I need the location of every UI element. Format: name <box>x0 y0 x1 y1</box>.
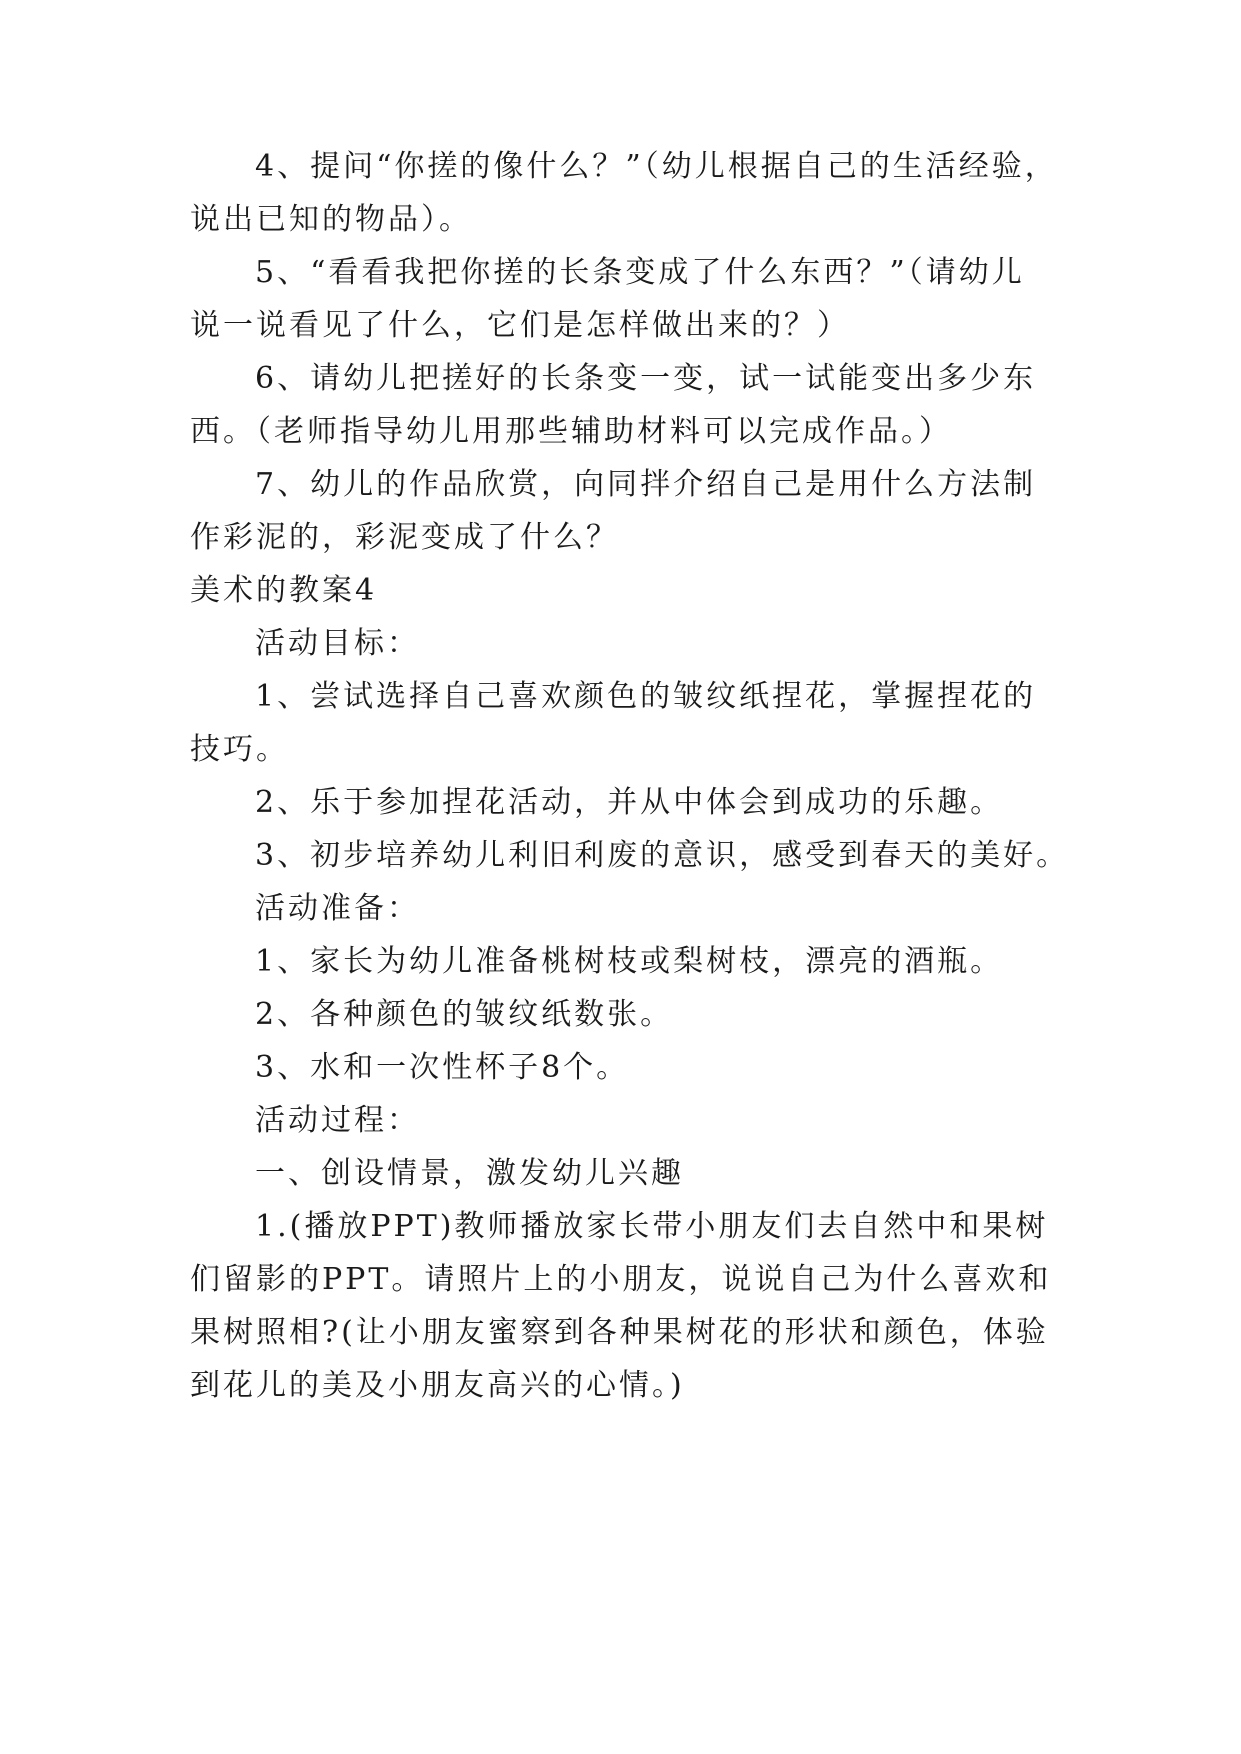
text-line: 5、“看看我把你搓的长条变成了什么东西？”（请幼儿 <box>255 255 1025 290</box>
text-line: 活动过程： <box>255 1103 420 1138</box>
text-line: 3、初步培养幼儿利旧利废的意识，感受到春天的美好。 <box>255 838 1070 873</box>
text-line: 一、创设情景，激发幼儿兴趣 <box>255 1156 684 1191</box>
text-line: 3、水和一次性杯子8个。 <box>255 1050 630 1085</box>
text-line: 2、各种颜色的皱纹纸数张。 <box>255 997 674 1032</box>
text-line: 2、乐于参加捏花活动，并从中体会到成功的乐趣。 <box>255 785 1004 820</box>
text-line: 果树照相?(让小朋友蜜察到各种果树花的形状和颜色，体验 <box>190 1315 1049 1350</box>
text-line: 活动准备： <box>255 891 420 926</box>
text-line: 到花儿的美及小朋友高兴的心情。) <box>190 1368 685 1403</box>
text-line: 说一说看见了什么，它们是怎样做出来的？） <box>190 308 850 343</box>
text-line: 作彩泥的，彩泥变成了什么？ <box>190 520 619 555</box>
text-line: 6、请幼儿把搓好的长条变一变，试一试能变出多少东 <box>255 361 1037 396</box>
text-line: 1、家长为幼儿准备桃树枝或梨树枝，漂亮的酒瓶。 <box>255 944 1004 979</box>
text-line: 4、提问“你搓的像什么？”（幼儿根据自己的生活经验， <box>255 149 1058 184</box>
text-line: 活动目标： <box>255 626 420 661</box>
section-heading: 美术的教案4 <box>190 573 378 608</box>
text-line: 技巧。 <box>190 732 289 767</box>
text-line: 西。（老师指导幼儿用那些辅助材料可以完成作品。） <box>190 414 952 449</box>
text-line: 1、尝试选择自己喜欢颜色的皱纹纸捏花，掌握捏花的 <box>255 679 1037 714</box>
text-line: 们留影的PPT。请照片上的小朋友，说说自己为什么喜欢和 <box>190 1262 1052 1297</box>
text-line: 1.(播放PPT)教师播放家长带小朋友们去自然中和果树 <box>255 1209 1049 1244</box>
text-line: 7、幼儿的作品欣赏，向同拌介绍自己是用什么方法制 <box>255 467 1037 502</box>
text-line: 说出已知的物品）。 <box>190 202 472 237</box>
